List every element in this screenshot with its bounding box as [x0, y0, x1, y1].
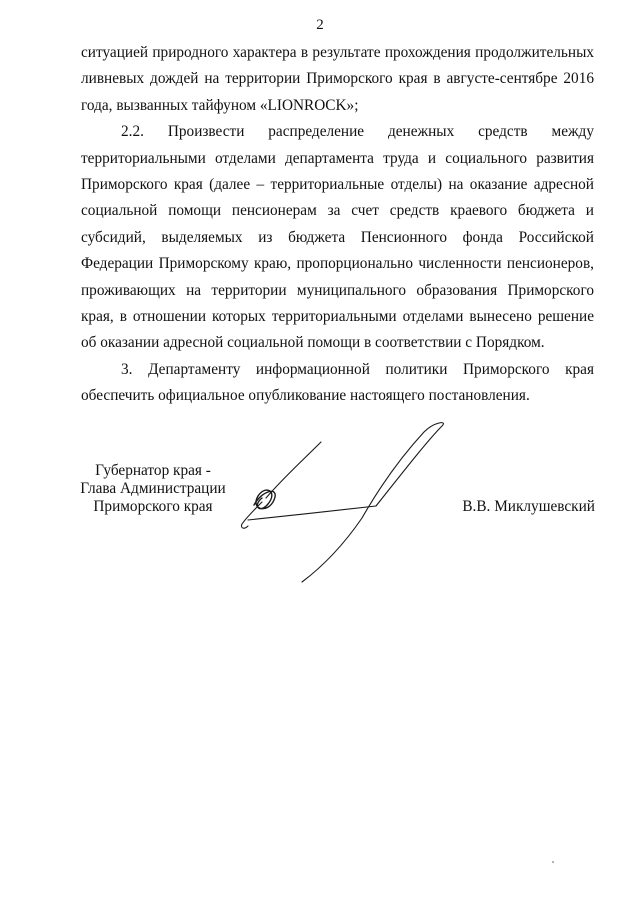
paragraph-3: 3. Департаменту информационной политики Приморского края обеспечить официальное опубликование настоящего постановления. [81, 360, 594, 405]
signatory-title [78, 462, 228, 517]
scan-speck [552, 861, 554, 863]
signatory-title-line: Приморского края [93, 498, 213, 516]
signer-name: В.В. Миклушевский [462, 498, 595, 515]
signatory-title-line: Глава Администрации [80, 480, 226, 498]
document-body [81, 40, 594, 410]
page-number: 2 [316, 17, 324, 33]
paragraph-continuation: ситуацией природного характера в результате прохождения продолжительных ливневых дождей на территории Приморского края в августе-сентябре 2016 года, вызванных тайфуном «LIONROCK»; [81, 44, 594, 114]
signatory-title-line: Губернатор края - [95, 462, 211, 479]
paragraph-2-2: 2.2. Произвести распределение денежных средств между территориальными отделами департамента труда и социального развития Приморского края (далее – территориальные отделы) на оказание адресной социальной помощи пенсионерам за счет средств краевого бюджета и субсидий, выделяемых из бюджета Пенсионного фонда Российской Федерации Приморскому краю, пропорционально численности пенсионеров, проживающих на территории муниципального образования Приморского края, в отношении которых территориальными отделами вынесено решение об оказании адресной социальной помощи в соответствии с Порядком. [81, 123, 594, 352]
